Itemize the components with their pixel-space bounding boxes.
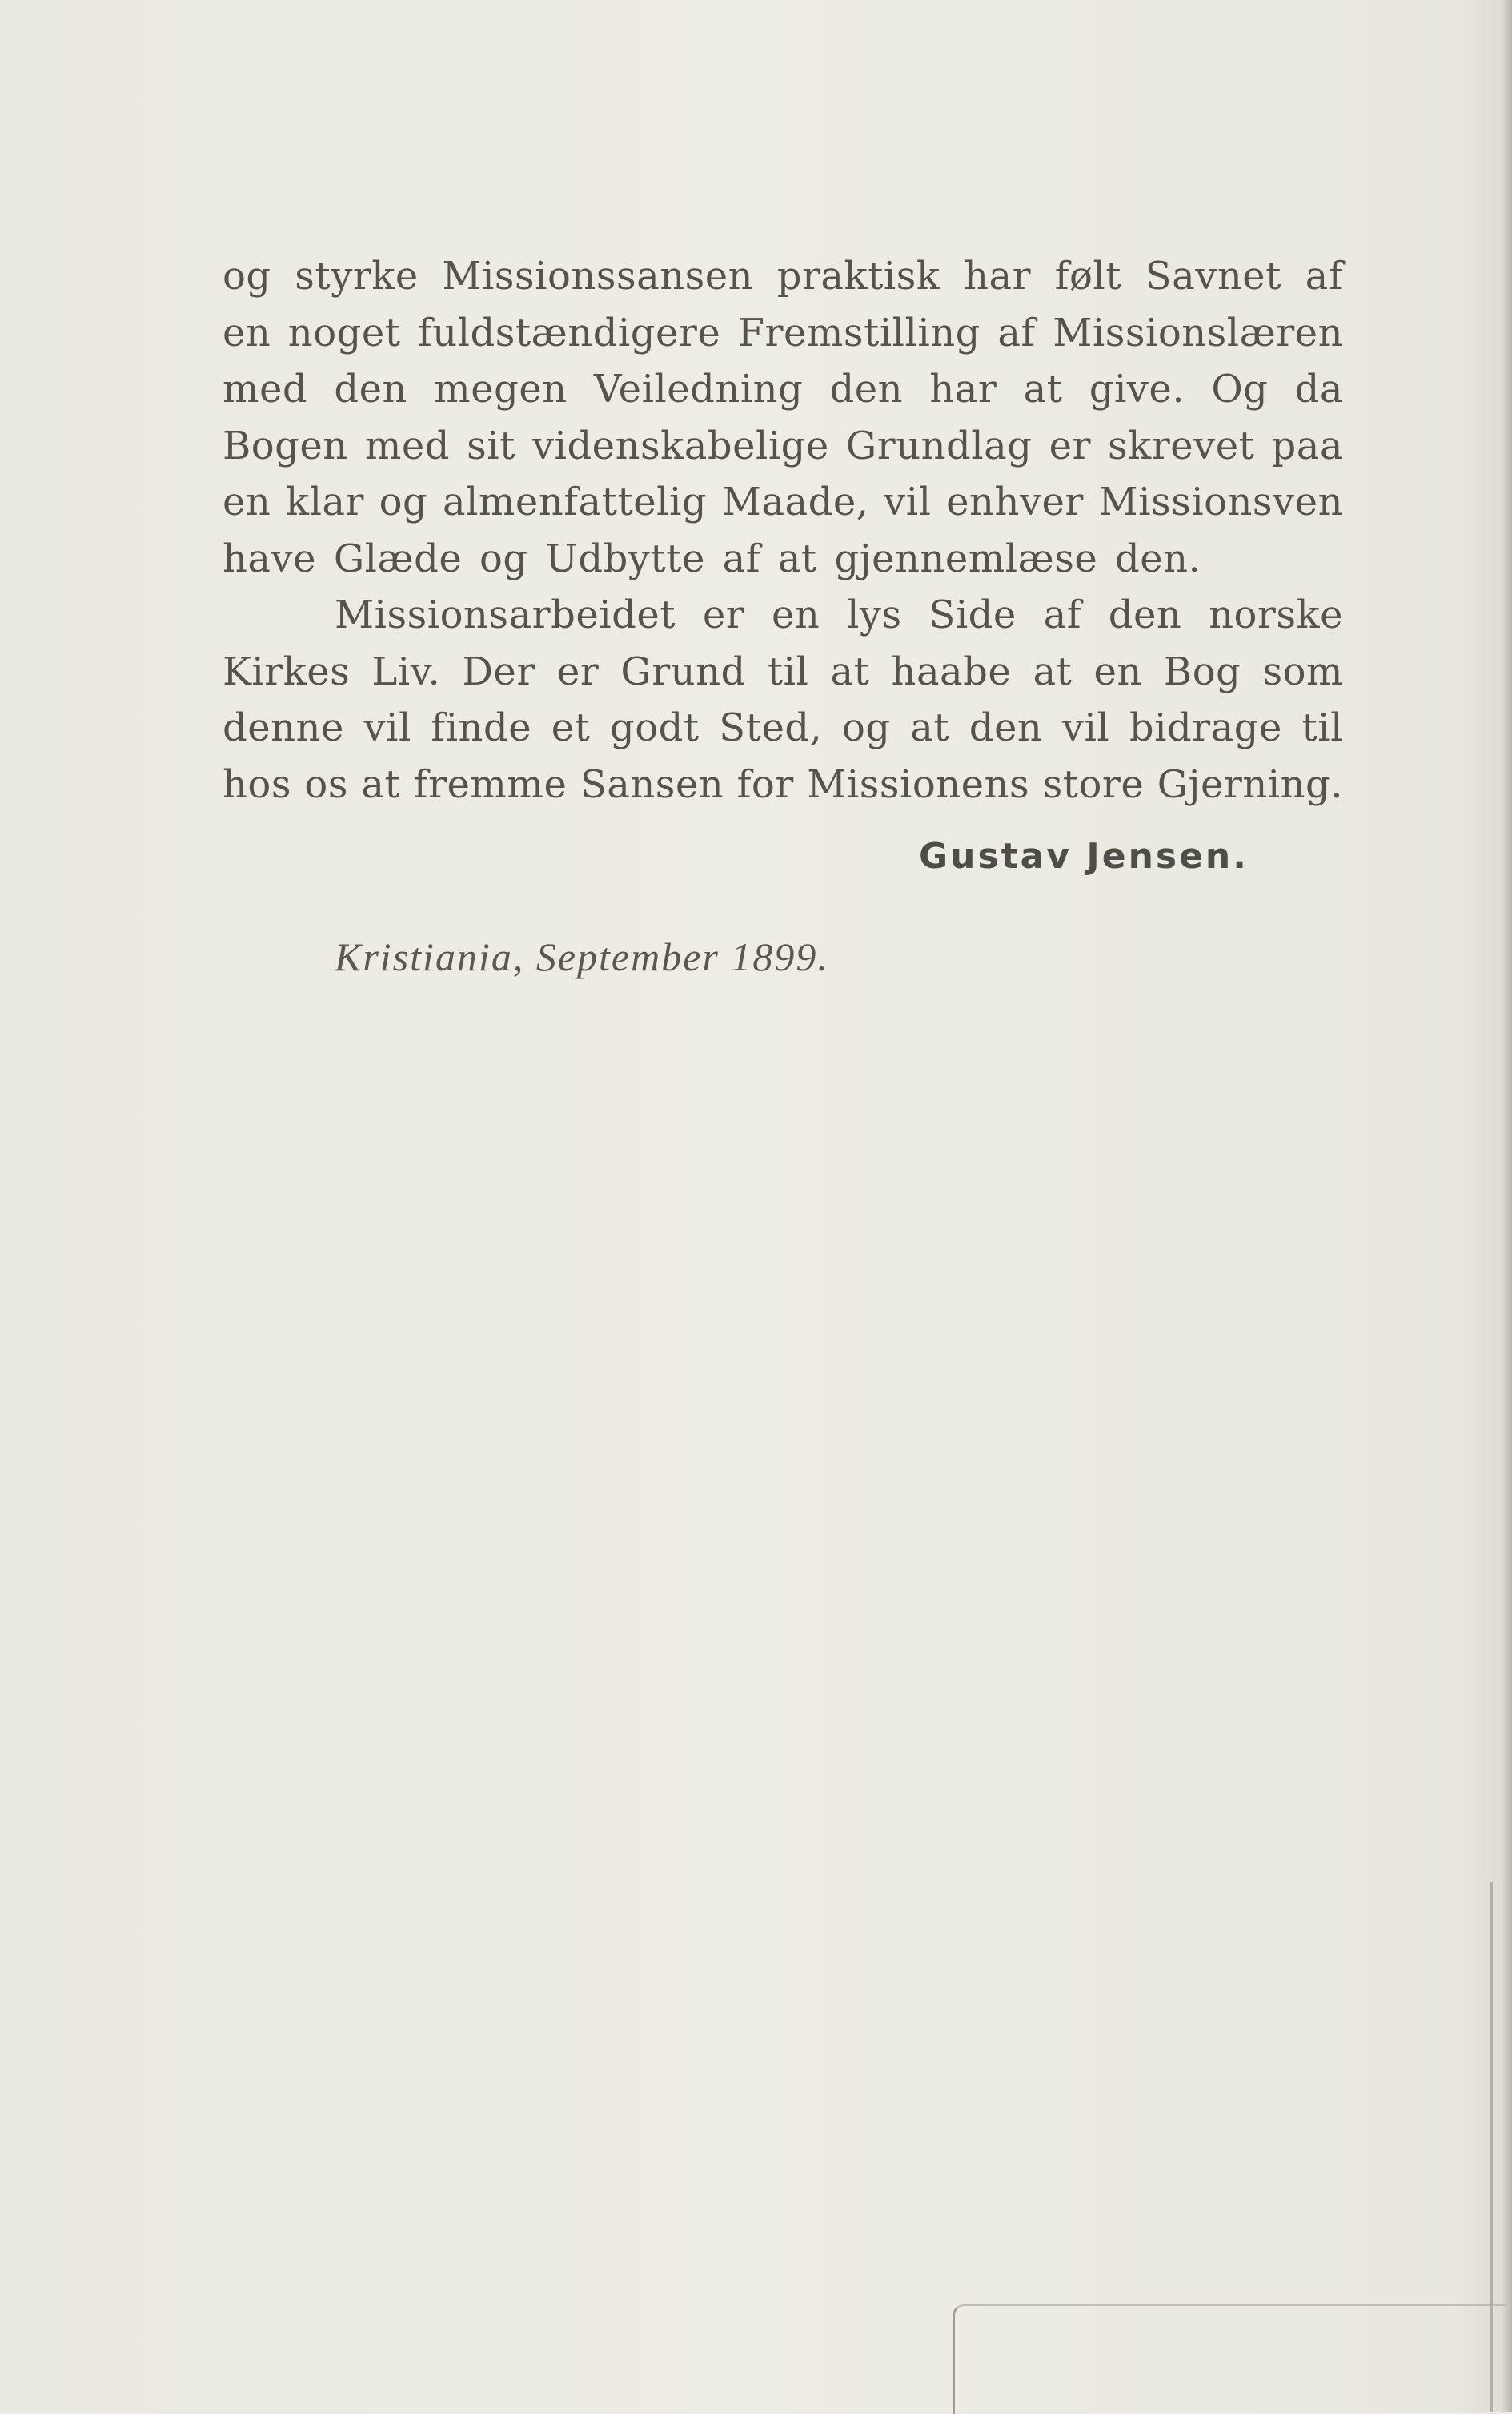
page-edge-shadow <box>1501 0 1512 2412</box>
text-line: en klar og almenfattelig Maade, vil enhver Missionsven <box>223 480 1343 524</box>
body-text <box>223 248 1343 813</box>
paper-corner-mark <box>953 2304 1507 2414</box>
text-line: Kirkes Liv. Der er Grund til at haabe at en Bog som <box>223 649 1343 694</box>
text-line: en noget fuldstændigere Fremstilling af Missionslæren <box>223 310 1343 355</box>
text-line: Missionsarbeidet er en lys Side af den norske <box>335 592 1343 637</box>
text-line: denne vil finde et godt Sted, og at den vil bidrage til <box>223 705 1343 750</box>
place-date: Kristiania, September 1899. <box>335 934 829 979</box>
text-line: og styrke Missionssansen praktisk har følt Savnet af <box>223 254 1343 299</box>
text-line: Bogen med sit videnskabelige Grundlag er skrevet paa <box>223 423 1343 468</box>
signature: Gustav Jensen. <box>919 836 1249 877</box>
text-line: hos os at fremme Sansen for Missionens store Gjerning. <box>223 761 1343 807</box>
text-line: med den megen Veiledning den har at give. Og da <box>223 367 1343 412</box>
text-line: have Glæde og Udbytte af at gjennemlæse den. <box>223 536 1201 581</box>
